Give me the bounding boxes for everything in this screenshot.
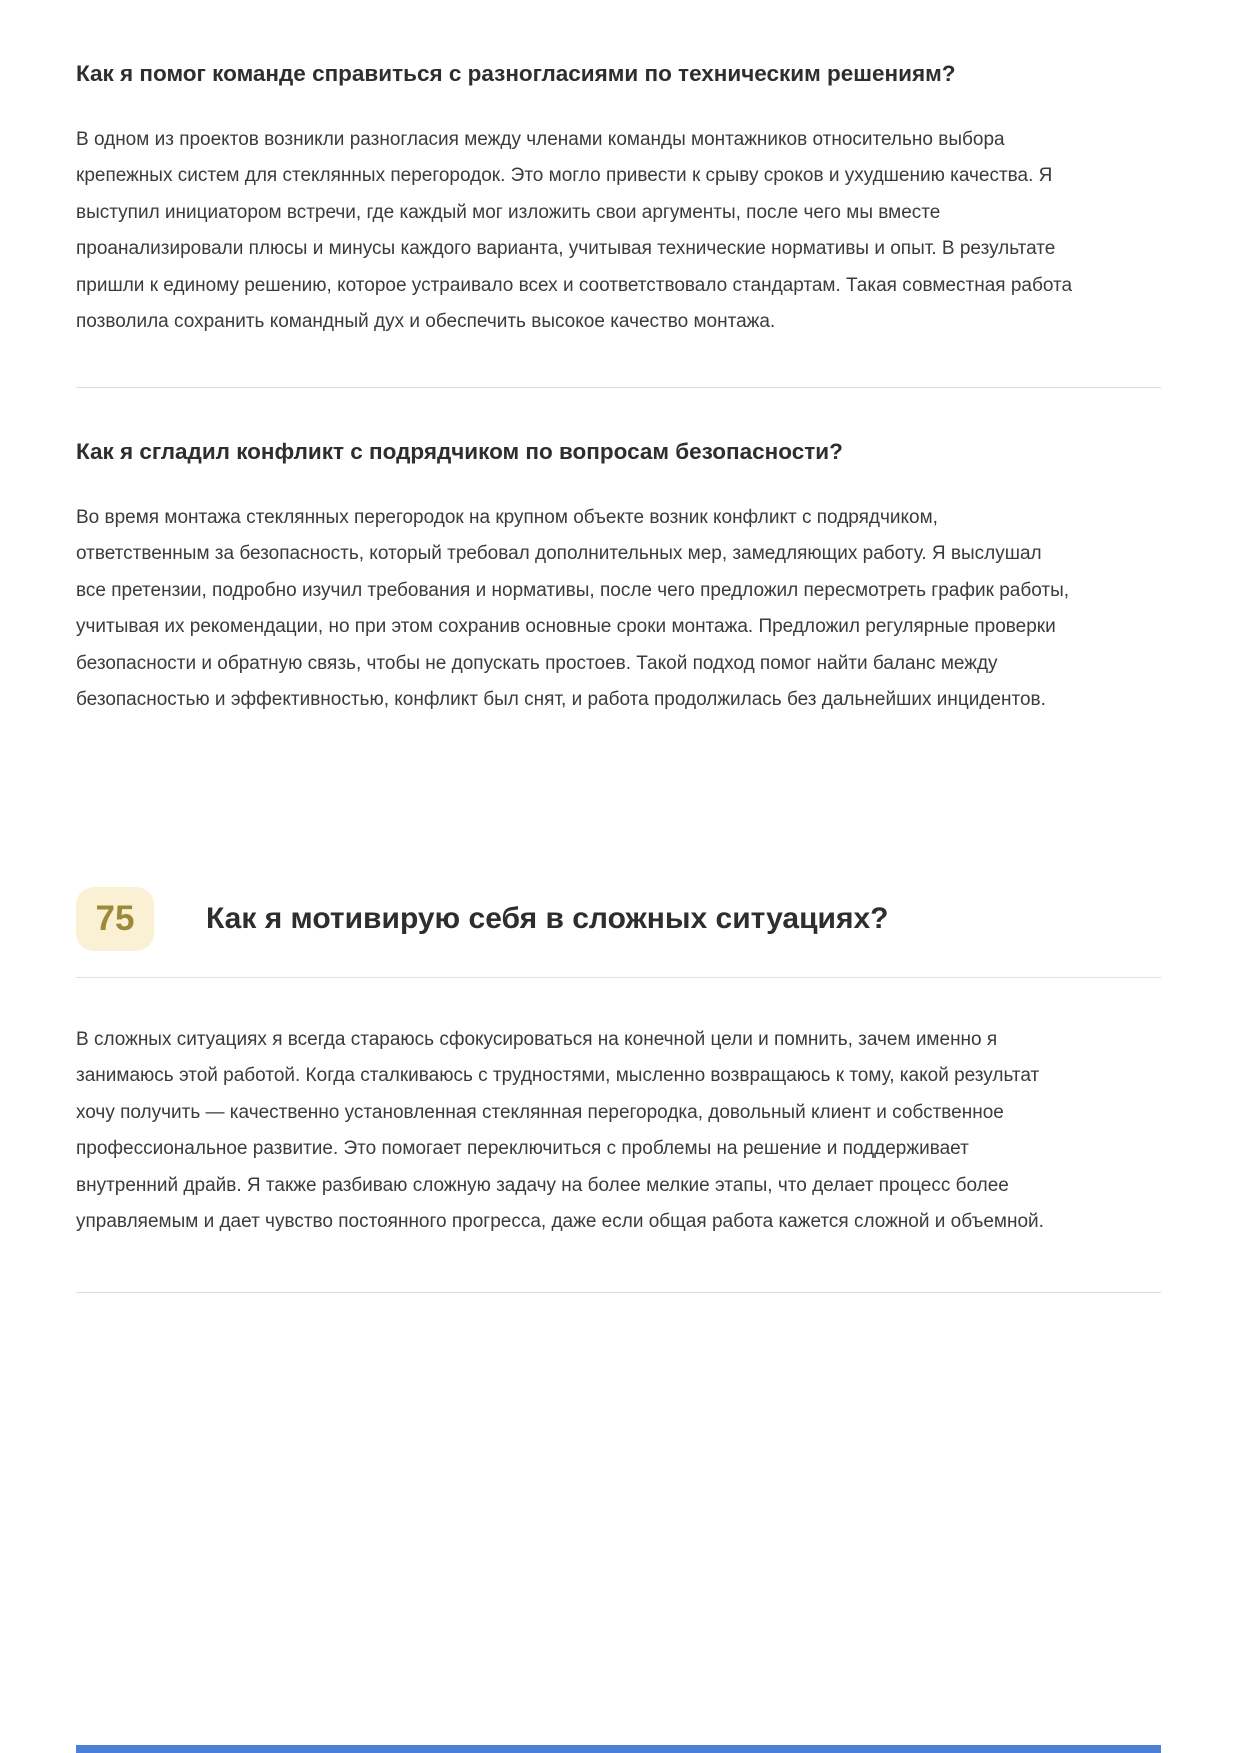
question-heading-2: Как я сгладил конфликт с подрядчиком по вопросам безопасности?: [76, 438, 843, 464]
numbered-question-header: [76, 887, 1161, 951]
answer-paragraph-1: В одном из проектов возникли разногласия между членами команды монтажников относительно выбора крепежных систем для стеклянных перегородок. Это могло привести к срыву сроков и ухудшению качества. Я выступил инициатором встречи, где каждый мог изложить свои аргументы, после чего мы вместе проанализировали плюсы и минусы каждого варианта, учитывая технические нормативы и опыт. В результате пришли к единому решению, которое устраивало всех и соответствовало стандартам. Такая совместная работа позволила сохранить командный дух и обеспечить высокое качество монтажа.: [76, 129, 1073, 333]
answer-paragraph-3: В сложных ситуациях я всегда стараюсь сфокусироваться на конечной цели и помнить, зачем именно я занимаюсь этой работой. Когда сталкиваюсь с трудностями, мысленно возвращаюсь к тому, какой результат хочу получить — качественно установленная стеклянная перегородка, довольный клиент и собственное профессиональное развитие. Это помогает переключиться с проблемы на решение и поддерживает внутренний драйв. Я также разбиваю сложную задачу на более мелкие этапы, что делает процесс более управляемым и дает чувство постоянного прогресса, даже если общая работа кажется сложной и объемной.: [76, 1028, 1044, 1232]
qa-section-2: [76, 434, 1161, 719]
answer-paragraph-2: Во время монтажа стеклянных перегородок на крупном объекте возник конфликт с подрядчиком, ответственным за безопасность, который требовал дополнительных мер, замедляющих работу. Я выслушал все претензии, подробно изучил требования и нормативы, после чего предложил пересмотреть график работы, учитывая их рекомендации, но при этом сохранив основные сроки монтажа. Предложил регулярные проверки безопасности и обратную связь, чтобы не допускать простоев. Такой подход помог найти баланс между безопасностью и эффективностью, конфликт был снят, и работа продолжилась без дальнейших инцидентов.: [76, 506, 1070, 711]
question-number-badge: 75: [76, 887, 154, 951]
section-divider-1: [76, 387, 1161, 388]
question-heading-1: Как я помог команде справиться с разногласиями по техническим решениям?: [76, 61, 956, 86]
qa-section-1: [76, 56, 1161, 341]
question-header-divider: [76, 977, 1161, 978]
bottom-accent-bar: [76, 1745, 1161, 1753]
section-divider-2: [76, 1292, 1161, 1293]
question-title: Как я мотивирую себя в сложных ситуациях?: [206, 902, 889, 936]
